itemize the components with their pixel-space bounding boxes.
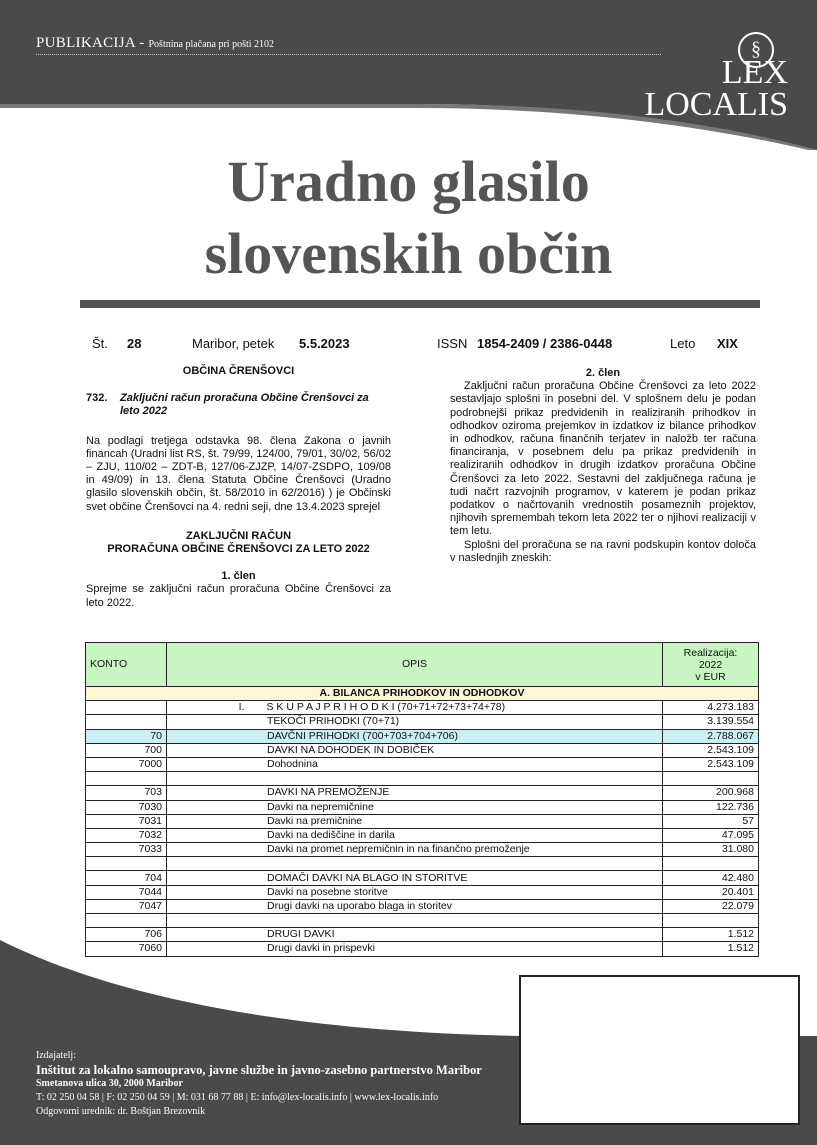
description-cell: TEKOČI PRIHODKI (70+71) [167,715,663,729]
table-row [86,871,759,885]
paragraph-symbol-icon: § [738,32,774,68]
total-roman: I. [167,701,263,715]
table-row [86,899,759,913]
page-title-line-1: Uradno glasilo [227,149,590,214]
konto-cell: 70 [86,729,167,743]
table-row [86,786,759,800]
column-header-opis: OPIS [167,643,663,687]
description-cell [167,857,663,871]
total-value: 4.273.183 [663,701,759,715]
konto-cell: 7060 [86,942,167,956]
konto-cell [86,914,167,928]
act-number: 732. [86,392,108,405]
description-cell: Dohodnina [167,757,663,771]
table-row [86,715,759,729]
table-row [86,757,759,771]
total-row [86,701,759,715]
postage-note: Poštnina plačana pri pošti 2102 [148,39,275,50]
description-cell: Drugi davki na uporabo blaga in storitev [167,899,663,913]
value-cell: 2.543.109 [663,743,759,757]
footer-imprint [36,1049,482,1119]
act-title: Zaključni račun proračuna Občine Črenšovci za leto 2022 [120,392,369,418]
intro-paragraph: Na podlagi tretjega odstavka 98. člena Zakona o javnih financah (Uradni list RS, št. 79/99, 124/00, 79/01, 30/02, 56/02 – ZJU, 110/02 – ZDT-B, 127/06-ZJZP, 14/07-ZSDPO, 109/08 in 49/09) in 13. člena Statuta Občine Črenšovci (Uradno glasilo slovenskih občin, št. 58/2010 in 62/2016) ) je Občinski svet občine Črenšovci na 4. redni seji, dne 13.4.2023 sprejel [86,434,391,513]
description-cell: DAVKI NA PREMOŽENJE [167,786,663,800]
article-1-heading: 1. člen [221,570,256,583]
lex-localis-logo [644,30,800,123]
table-row [86,729,759,743]
title-underline [80,300,760,308]
value-cell: 2.788.067 [663,729,759,743]
issn-number: 1854-2409 / 2386-0448 [477,336,613,351]
value-cell: 1.512 [663,942,759,956]
table-row [86,843,759,857]
description-cell [167,914,663,928]
table-row [86,800,759,814]
realizacija-unit: v EUR [695,670,726,683]
publisher-contacts: T: 02 250 04 58 | F: 02 250 04 59 | M: 031 68 77 88 | E: info@lex-localis.info | www.lex-localis.info [36,1092,439,1103]
issue-number-label: Št. [92,336,108,351]
value-cell: 42.480 [663,871,759,885]
description-cell: Davki na premičnine [167,814,663,828]
value-cell: 20.401 [663,885,759,899]
column-header-konto: KONTO [86,643,167,687]
realizacija-label: Realizacija: [683,646,738,659]
konto-cell: 703 [86,786,167,800]
description-cell: DOMAČI DAVKI NA BLAGO IN STORITVE [167,871,663,885]
act-heading [86,392,391,418]
value-cell [663,914,759,928]
table-row [86,814,759,828]
issn-label: ISSN [437,336,468,351]
table-row [86,914,759,928]
logo-word-lex: LEX [721,54,788,91]
konto-cell: 7047 [86,899,167,913]
article-2-paragraph-2: Splošni del proračuna se na ravni podskupin kontov določa v naslednjih zneskih: [450,538,756,564]
konto-cell [86,715,167,729]
description-cell: DAVČNI PRIHODKI (700+703+704+706) [167,729,663,743]
realizacija-year: 2022 [698,658,723,671]
value-cell: 3.139.554 [663,715,759,729]
issue-place-day: Maribor, petek [192,336,275,351]
total-konto [86,701,167,715]
column-header-realizacija [663,643,759,687]
right-column [450,367,756,565]
konto-cell [86,857,167,871]
responsible-editor: Odgovorni urednik: dr. Boštjan Brezovnik [36,1106,206,1117]
blank-box [519,975,800,1125]
konto-cell: 7000 [86,757,167,771]
konto-cell: 706 [86,928,167,942]
left-column [86,365,391,610]
konto-cell: 700 [86,743,167,757]
article-2-paragraph-1: Zaključni račun proračuna Občine Črenšovci za leto 2022 sestavljajo splošni in posebni del. V splošnem delu je podan podrobnejši prikaz predvidenih in realiziranih prihodkov in odhodkov oziroma prejemkov in izdatkov iz bilance prihodkov in odhodkov, računa finančnih terjatev in naložb ter računa financiranja, v posebnem delu pa prikaz predvidenih in realiziranih odhodkov in drugih izdatkov proračuna Občine Črenšovci za leto 2022. Sestavni del zaključnega računa je tudi načrt razvojnih programov, v katerem je podan prikaz podatkov o načrtovanih vrednostih posameznih projektov, njihovih spremembah tekom leta 2022 ter o njihovi realizaciji v tem letu. [450,380,756,538]
document-title-2: PRORAČUNA OBČINE ČRENŠOVCI ZA LETO 2022 [107,543,370,556]
publication-line [36,34,274,52]
total-description: S K U P A J P R I H O D K I (70+71+72+73+74+78) [263,701,663,715]
description-cell: Davki na nepremičnine [167,800,663,814]
article-1-text: Sprejme se zaključni račun proračuna Občine Črenšovci za leto 2022. [86,583,391,609]
publisher-name: Inštitut za lokalno samoupravo, javne službe in javno-zasebno partnerstvo Maribor [36,1063,482,1077]
value-cell: 22.079 [663,899,759,913]
section-title: A. BILANCA PRIHODKOV IN ODHODKOV [86,687,759,701]
table-row [86,828,759,842]
issue-number: 28 [127,336,142,351]
description-cell: DAVKI NA DOHODEK IN DOBIČEK [167,743,663,757]
description-cell: Drugi davki in prispevki [167,942,663,956]
publisher-label: Izdajatelj: [36,1050,76,1061]
konto-cell: 7030 [86,800,167,814]
konto-cell [86,772,167,786]
year-value: XIX [717,336,738,351]
municipality-heading: OBČINA ČRENŠOVCI [182,365,295,377]
value-cell: 47.095 [663,828,759,842]
year-label: Leto [670,336,696,351]
value-cell: 57 [663,814,759,828]
description-cell: Davki na promet nepremičnin in na finančno premoženje [167,843,663,857]
page-title-line-2: slovenskih občin [204,221,613,286]
konto-cell: 7044 [86,885,167,899]
value-cell: 31.080 [663,843,759,857]
dotted-divider [36,54,661,55]
description-cell: Davki na dediščine in darila [167,828,663,842]
value-cell: 1.512 [663,928,759,942]
description-cell: Davki na posebne storitve [167,885,663,899]
value-cell [663,772,759,786]
budget-table [85,642,759,957]
konto-cell: 7032 [86,828,167,842]
value-cell: 2.543.109 [663,757,759,771]
table-header-row [86,643,759,687]
table-row [86,857,759,871]
table-row [86,885,759,899]
konto-cell: 704 [86,871,167,885]
section-row [86,687,759,701]
publisher-address: Smetanova ulica 30, 2000 Maribor [36,1078,183,1089]
value-cell [663,857,759,871]
value-cell: 200.968 [663,786,759,800]
issue-date: 5.5.2023 [299,336,350,351]
konto-cell: 7031 [86,814,167,828]
table-row [86,772,759,786]
table-row [86,743,759,757]
logo-word-localis: LOCALIS [644,86,788,123]
article-2-heading: 2. člen [585,367,621,379]
publication-label: PUBLIKACIJA - [36,35,145,51]
document-title-1: ZAKLJUČNI RAČUN [185,529,292,542]
description-cell: DRUGI DAVKI [167,928,663,942]
description-cell [167,772,663,786]
konto-cell: 7033 [86,843,167,857]
value-cell: 122.736 [663,800,759,814]
